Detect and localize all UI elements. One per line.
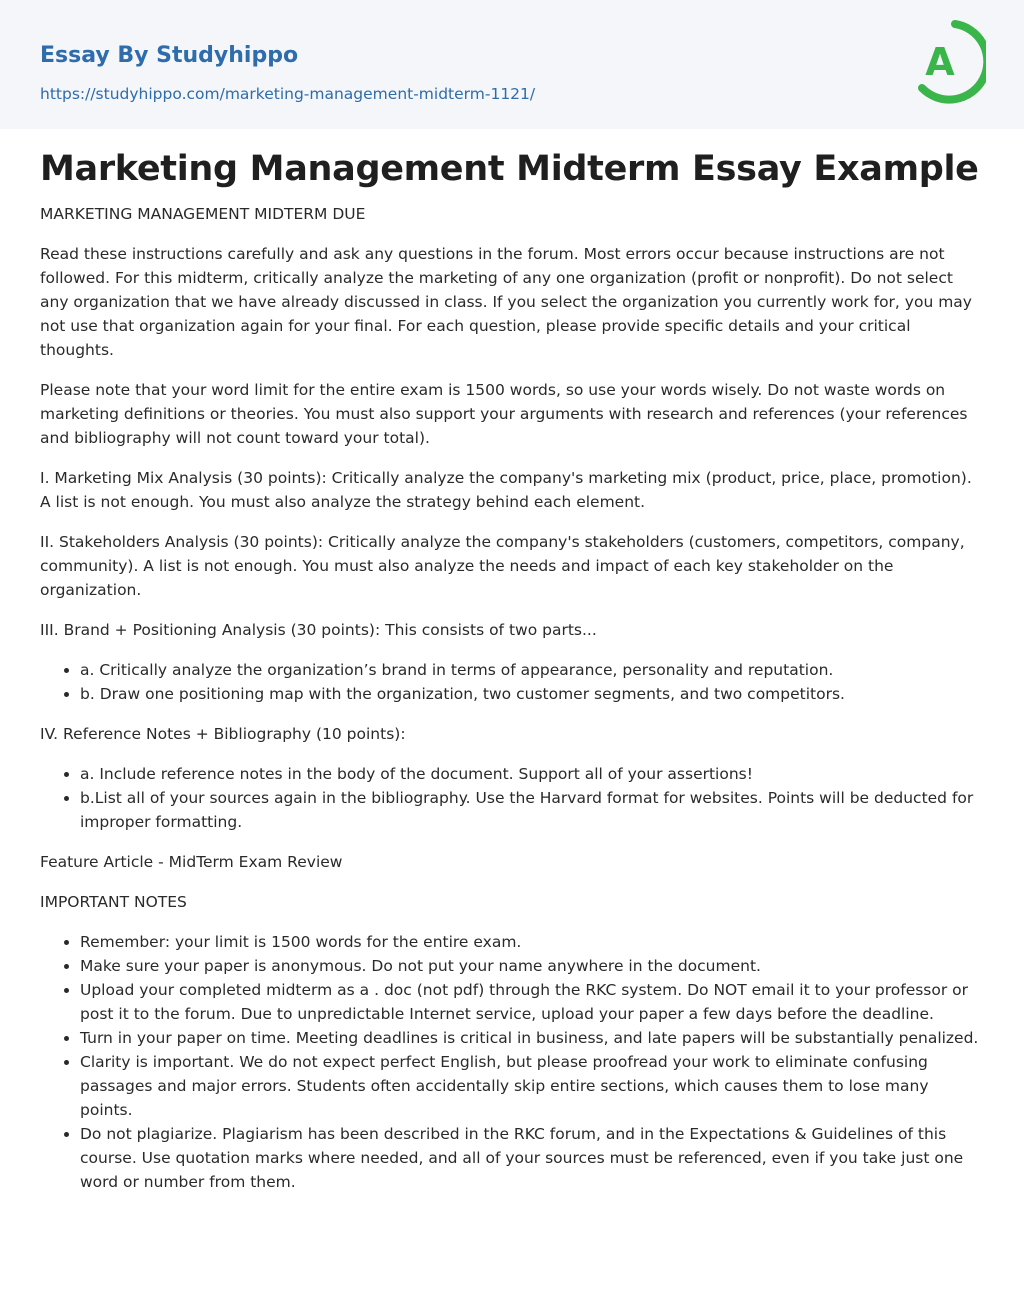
important-notes-list <box>40 930 984 1194</box>
logo-letter: A <box>925 40 955 84</box>
list-item: • a. Critically analyze the organization’s brand in terms of appearance, personality and reputation. <box>80 658 984 682</box>
references-list <box>40 762 984 834</box>
section-brand-positioning: III. Brand + Positioning Analysis (30 points): This consists of two parts... <box>40 621 597 639</box>
list-item: • Clarity is important. We do not expect perfect English, but please proofread your work to eliminate confusing passages and major errors. Students often accidentally skip entire sections, which causes them to lose many points. <box>80 1050 984 1122</box>
section-stakeholders: II. Stakeholders Analysis (30 points): Critically analyze the company's stakeholders (customers, competitors, company, community). A list is not enough. You must also analyze the needs and impact of each key stakeholder on the organization. <box>40 533 965 599</box>
article-title: Marketing Management Midterm Essay Example <box>40 149 979 189</box>
feature-article-line: Feature Article - MidTerm Exam Review <box>40 853 343 871</box>
list-item: • Remember: your limit is 1500 words for the entire exam. <box>80 930 984 954</box>
list-item: • Do not plagiarize. Plagiarism has been described in the RKC forum, and in the Expectations & Guidelines of this course. Use quotation marks where needed, and all of your sources must be referenced, even if you take just one word or number from them. <box>80 1122 984 1194</box>
list-item: • Upload your completed midterm as a . doc (not pdf) through the RKC system. Do NOT email it to your professor or post it to the forum. Due to unpredictable Internet service, upload your paper a few days before the deadline. <box>80 978 984 1026</box>
article-body <box>0 147 1024 1194</box>
site-header <box>0 0 1024 129</box>
word-limit-paragraph: Please note that your word limit for the entire exam is 1500 words, so use your words wisely. Do not waste words on marketing definitions or theories. You must also support your arguments with research and references (your references and bibliography will not count toward your total). <box>40 381 968 447</box>
article-subtitle: MARKETING MANAGEMENT MIDTERM DUE <box>40 205 366 223</box>
list-item: • b.List all of your sources again in the bibliography. Use the Harvard format for websites. Points will be deducted for improper formatting. <box>80 786 984 834</box>
site-brand[interactable]: Essay By Studyhippo <box>40 43 299 68</box>
section-marketing-mix: I. Marketing Mix Analysis (30 points): Critically analyze the company's marketing mix (product, price, place, promotion). A list is not enough. You must also analyze the strategy behind each element. <box>40 469 972 511</box>
list-item: • Turn in your paper on time. Meeting deadlines is critical in business, and late papers will be substantially penalized. <box>80 1026 984 1050</box>
list-item: • b. Draw one positioning map with the organization, two customer segments, and two competitors. <box>80 682 984 706</box>
brand-positioning-list <box>40 658 984 706</box>
section-references: IV. Reference Notes + Bibliography (10 points): <box>40 725 406 743</box>
list-item: • a. Include reference notes in the body of the document. Support all of your assertions! <box>80 762 984 786</box>
list-item: • Make sure your paper is anonymous. Do not put your name anywhere in the document. <box>80 954 984 978</box>
article-url-link[interactable]: https://studyhippo.com/marketing-management-midterm-1121/ <box>40 85 536 103</box>
important-notes-heading: IMPORTANT NOTES <box>40 893 187 911</box>
studyhippo-logo-icon[interactable] <box>914 18 986 106</box>
intro-paragraph: Read these instructions carefully and ask any questions in the forum. Most errors occur because instructions are not followed. For this midterm, critically analyze the marketing of any one organization (profit or nonprofit). Do not select any organization that we have already discussed in class. If you select the organization you currently work for, you may not use that organization again for your final. For each question, please provide specific details and your critical thoughts. <box>40 245 972 359</box>
